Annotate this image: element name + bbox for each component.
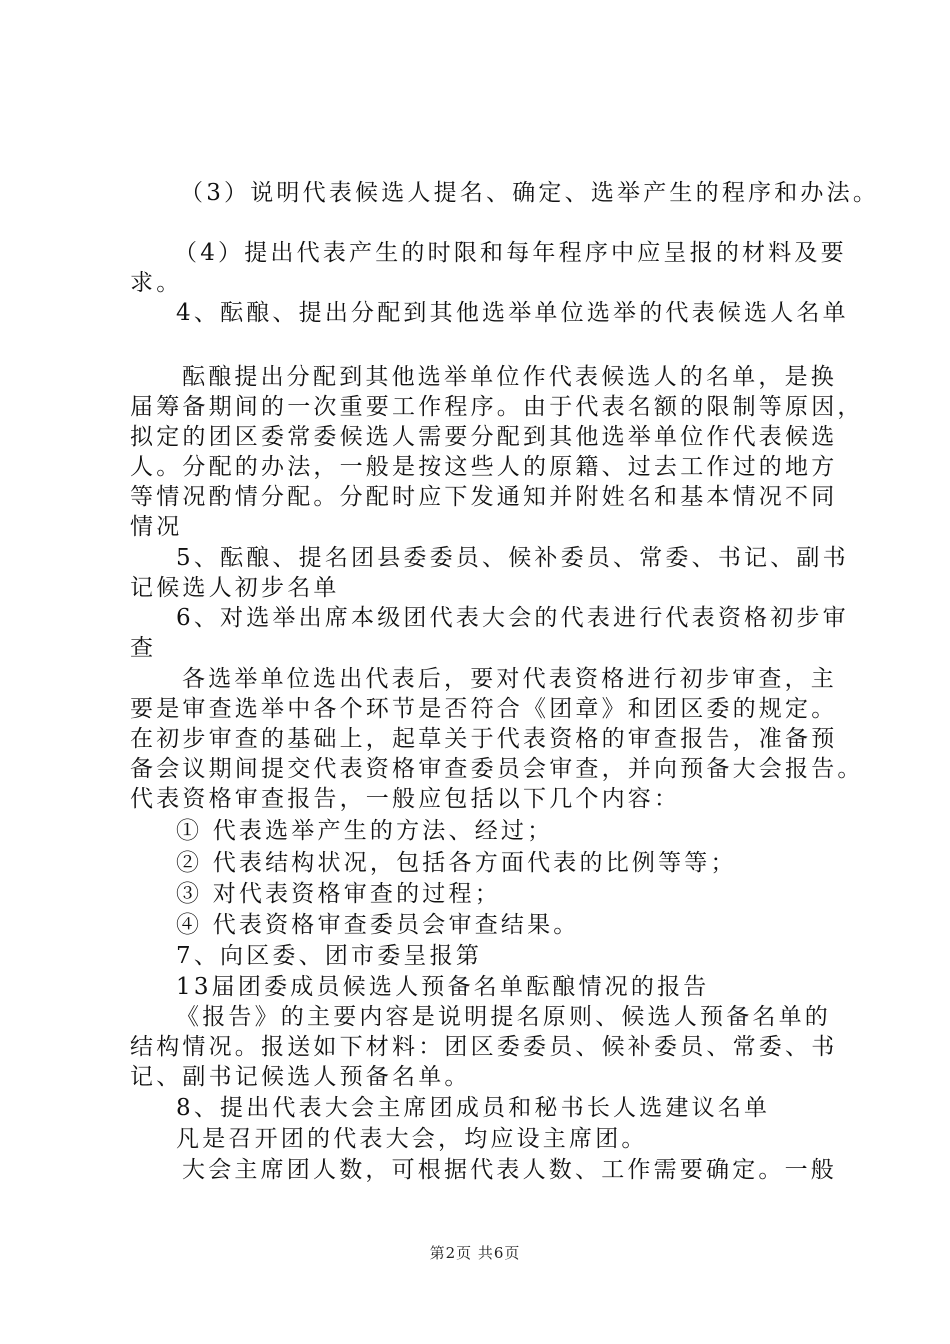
paragraph-line: 《报告》的主要内容是说明提名原则、候选人预备名单的 xyxy=(176,1004,831,1030)
paragraph-line: 大会主席团人数，可根据代表人数、工作需要确定。一般 xyxy=(182,1157,837,1183)
section-heading: 7、向区委、团市委呈报第 xyxy=(176,943,483,969)
paragraph-line: 人。分配的办法，一般是按这些人的原籍、过去工作过的地方 xyxy=(130,454,838,480)
section-heading: 6、对选举出席本级团代表大会的代表进行代表资格初步审 xyxy=(176,605,849,631)
paragraph-line: 各选举单位选出代表后，要对代表资格进行初步审查，主 xyxy=(182,666,837,692)
paragraph-line: 酝酿提出分配到其他选举单位作代表候选人的名单，是换 xyxy=(182,364,837,390)
paragraph-line: 凡是召开团的代表大会，均应设主席团。 xyxy=(176,1126,648,1152)
paragraph-line: 代表资格审查报告，一般应包括以下几个内容： xyxy=(130,786,681,812)
list-item: ④ 代表资格审查委员会审查结果。 xyxy=(176,912,580,938)
paragraph-line: 情况 xyxy=(130,514,183,540)
paragraph-line: （4）提出代表产生的时限和每年程序中应呈报的材料及要 xyxy=(174,240,847,266)
paragraph-line: 备会议期间提交代表资格审查委员会审查，并向预备大会报告。 xyxy=(130,756,864,782)
paragraph-line: 届筹备期间的一次重要工作程序。由于代表名额的限制等原因， xyxy=(130,394,864,420)
paragraph-line: 等情况酌情分配。分配时应下发通知并附姓名和基本情况不同 xyxy=(130,484,838,510)
paragraph-line: （3）说明代表候选人提名、确定、选举产生的程序和办法。 xyxy=(180,180,880,206)
paragraph-line: 要是审查选举中各个环节是否符合《团章》和团区委的规定。 xyxy=(130,696,838,722)
section-heading: 5、酝酿、提名团县委委员、候补委员、常委、书记、副书 xyxy=(176,545,849,571)
section-heading: 记候选人初步名单 xyxy=(130,575,340,601)
list-item: ② 代表结构状况，包括各方面代表的比例等等； xyxy=(176,850,737,876)
page-number-footer: 第2页 共6页 xyxy=(429,1244,521,1262)
paragraph-line: 在初步审查的基础上，起草关于代表资格的审查报告，准备预 xyxy=(130,726,838,752)
paragraph-line: 拟定的团区委常委候选人需要分配到其他选举单位作代表候选 xyxy=(130,424,838,450)
section-heading: 13届团委成员候选人预备名单酝酿情况的报告 xyxy=(176,974,710,1000)
paragraph-line: 求。 xyxy=(130,270,183,296)
list-item: ① 代表选举产生的方法、经过； xyxy=(176,818,554,844)
section-heading: 8、提出代表大会主席团成员和秘书长人选建议名单 xyxy=(176,1095,771,1121)
list-item: ③ 对代表资格审查的过程； xyxy=(176,881,501,907)
section-heading: 4、酝酿、提出分配到其他选举单位选举的代表候选人名单 xyxy=(176,300,849,326)
section-heading: 查 xyxy=(130,635,157,661)
paragraph-line: 结构情况。报送如下材料：团区委委员、候补委员、常委、书 xyxy=(130,1034,838,1060)
paragraph-line: 记、副书记候选人预备名单。 xyxy=(130,1064,471,1090)
